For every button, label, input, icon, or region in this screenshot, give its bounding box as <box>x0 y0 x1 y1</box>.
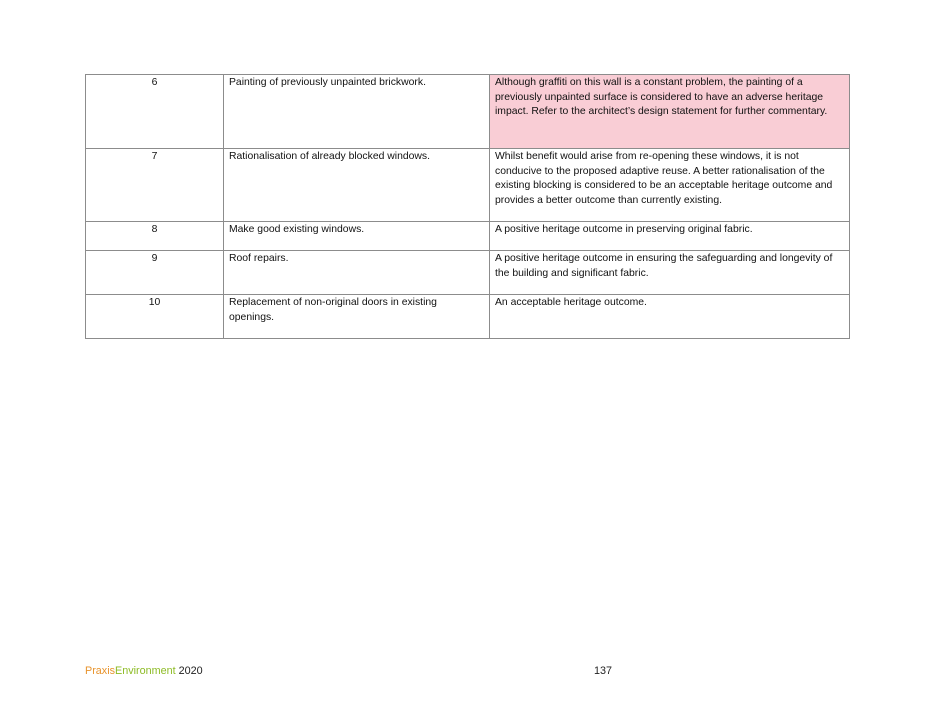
item-description-cell: Replacement of non-original doors in existing openings. <box>224 295 490 339</box>
item-number-cell: 7 <box>86 149 224 222</box>
heritage-impact-cell: Whilst benefit would arise from re-opening these windows, it is not conducive to the proposed adaptive reuse. A better rationalisation of the existing blocking is considered to be an acceptable heritage outcome and provides a better outcome than currently existing. <box>490 149 850 222</box>
heritage-impact-cell: Although graffiti on this wall is a constant problem, the painting of a previously unpainted surface is considered to have an adverse heritage impact. Refer to the architect’s design statement for further commentary. <box>490 75 850 149</box>
brand-name-environment: Environment <box>115 665 176 677</box>
table-row <box>86 251 850 295</box>
table-row <box>86 149 850 222</box>
item-description-cell: Rationalisation of already blocked windows. <box>224 149 490 222</box>
footer-brand <box>85 664 203 678</box>
heritage-impact-cell: An acceptable heritage outcome. <box>490 295 850 339</box>
footer-year: 2020 <box>175 665 203 677</box>
item-number-cell: 8 <box>86 222 224 251</box>
item-number-cell: 9 <box>86 251 224 295</box>
table-row <box>86 295 850 339</box>
item-description-cell: Painting of previously unpainted brickwork. <box>224 75 490 149</box>
brand-name-praxis: Praxis <box>85 665 115 677</box>
heritage-impact-cell: A positive heritage outcome in preserving original fabric. <box>490 222 850 251</box>
heritage-impact-table <box>85 74 850 339</box>
item-description-cell: Make good existing windows. <box>224 222 490 251</box>
item-description-cell: Roof repairs. <box>224 251 490 295</box>
table-row <box>86 222 850 251</box>
item-number-cell: 6 <box>86 75 224 149</box>
heritage-impact-cell: A positive heritage outcome in ensuring the safeguarding and longevity of the building and significant fabric. <box>490 251 850 295</box>
table-row <box>86 75 850 149</box>
item-number-cell: 10 <box>86 295 224 339</box>
page-number: 137 <box>594 665 613 677</box>
